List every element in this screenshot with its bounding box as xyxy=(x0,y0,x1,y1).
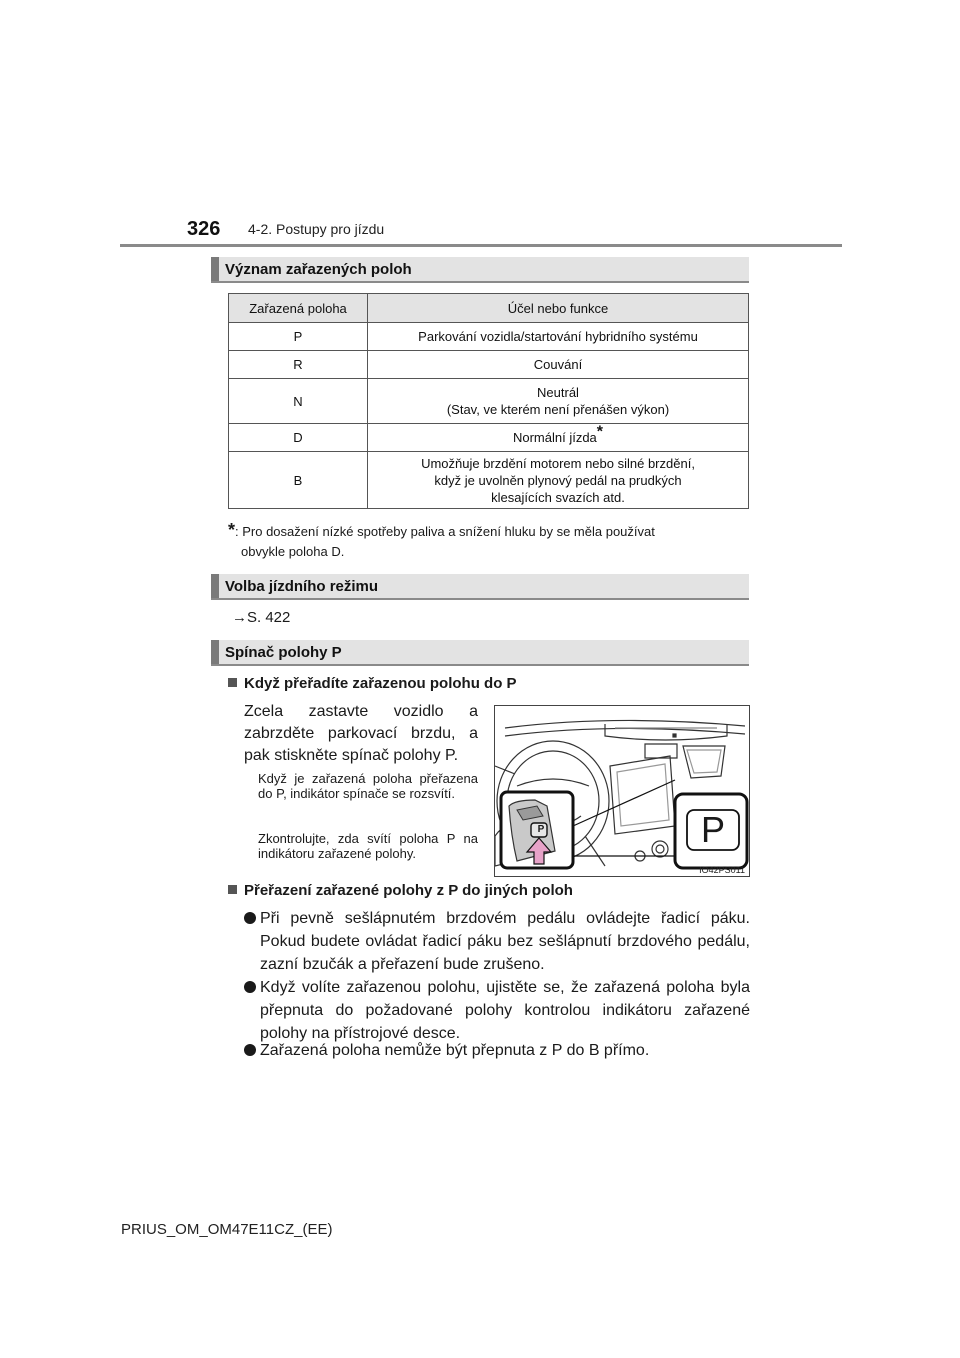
table-cell-position: P xyxy=(229,323,368,351)
table-cell-purpose xyxy=(368,424,749,452)
table-cell-purpose: Umožňuje brzdění motorem nebo silné brzdění, když je uvolněn plynový pedál na prudkých klesajících svazích atd. xyxy=(368,452,749,509)
footnote-marker: * xyxy=(596,423,604,441)
page-number: 326 xyxy=(187,218,221,240)
subheading-shift-from-p xyxy=(228,882,573,899)
table-cell-position: R xyxy=(229,351,368,379)
section-accent xyxy=(211,574,219,598)
table-header-row xyxy=(229,294,749,323)
table-cell-position: D xyxy=(229,424,368,452)
table-row xyxy=(229,323,749,351)
footnote xyxy=(228,520,748,562)
table-header-position: Zařazená poloha xyxy=(229,294,368,323)
table-header-purpose: Účel nebo funkce xyxy=(368,294,749,323)
section-heading-gear-positions xyxy=(211,257,749,283)
chapter-title: 4-2. Postupy pro jízdu xyxy=(248,221,385,237)
footnote-mark: * xyxy=(228,520,236,540)
table-row xyxy=(229,424,749,452)
bullet-dot-icon xyxy=(244,912,256,924)
list-item-text: Při pevně sešlápnutém brzdovém pedálu ovládejte řadicí páku. Pokud budete ovládat řadicí páku bez sešlápnutí brzdového pedálu, zazní bzučák a přeřazení bude zrušeno. xyxy=(260,910,750,973)
instruction-text: Zcela zastavte vozidlo a zabrzděte parkovací brzdu, a pak stiskněte spínač polohy P. xyxy=(244,703,478,764)
table-cell-position: N xyxy=(229,379,368,424)
figure-code: IO42PS011 xyxy=(699,865,745,875)
section-heading-drive-mode xyxy=(211,574,749,600)
section-title: Spínač polohy P xyxy=(225,644,342,661)
purpose-text: Normální jízda xyxy=(512,430,597,445)
gear-position-table xyxy=(228,293,749,509)
bullet-dot-icon xyxy=(244,981,256,993)
section-title: Volba jízdního režimu xyxy=(225,578,379,595)
p-switch-illustration xyxy=(494,705,750,877)
p-button-letter: P xyxy=(700,809,725,850)
section-accent xyxy=(211,257,219,281)
section-accent xyxy=(211,640,219,664)
list-item-text: Když volíte zařazenou polohu, ujistěte se, že zařazená poloha byla přepnuta do požadované polohy kontrolou indikátoru zařazené polohy na přístrojové desce. xyxy=(260,979,750,1042)
list-item-text: Zařazená poloha nemůže být přepnuta z P do B přímo. xyxy=(260,1042,650,1059)
square-bullet-icon xyxy=(228,885,237,894)
header-divider xyxy=(120,244,842,247)
table-row xyxy=(229,452,749,509)
page-reference: →S. 422 xyxy=(232,609,291,626)
note-check-indicator: Zkontrolujte, zda svítí poloha P na indikátoru zařazené polohy. xyxy=(258,831,478,861)
table-cell-position: B xyxy=(229,452,368,509)
note-indicator-lights: Když je zařazená poloha přeřazena do P, indikátor spínače se rozsvítí. xyxy=(258,771,478,801)
list-item xyxy=(244,976,750,1045)
table-cell-purpose: Couvání xyxy=(368,351,749,379)
table-row xyxy=(229,379,749,424)
section-heading-p-switch xyxy=(211,640,749,666)
list-item xyxy=(244,1039,750,1062)
footnote-line-2: obvykle poloha D. xyxy=(241,544,345,559)
document-code: PRIUS_OM_OM47E11CZ_(EE) xyxy=(121,1221,333,1238)
subheading-text: Když přeřadíte zařazenou polohu do P xyxy=(244,675,517,692)
subheading-shift-to-p xyxy=(228,675,517,692)
p-button-small-label: P xyxy=(537,824,545,835)
table-cell-purpose: Parkování vozidla/startování hybridního systému xyxy=(368,323,749,351)
square-bullet-icon xyxy=(228,678,237,687)
table-cell-purpose: Neutrál (Stav, ve kterém není přenášen výkon) xyxy=(368,379,749,424)
section-title: Význam zařazených poloh xyxy=(225,261,412,278)
list-item xyxy=(244,907,750,976)
footnote-line-1: : Pro dosažení nízké spotřeby paliva a snížení hluku by se měla používat xyxy=(235,524,655,539)
bullet-dot-icon xyxy=(244,1044,256,1056)
table-row xyxy=(229,351,749,379)
subheading-text: Přeřazení zařazené polohy z P do jiných poloh xyxy=(244,882,573,899)
